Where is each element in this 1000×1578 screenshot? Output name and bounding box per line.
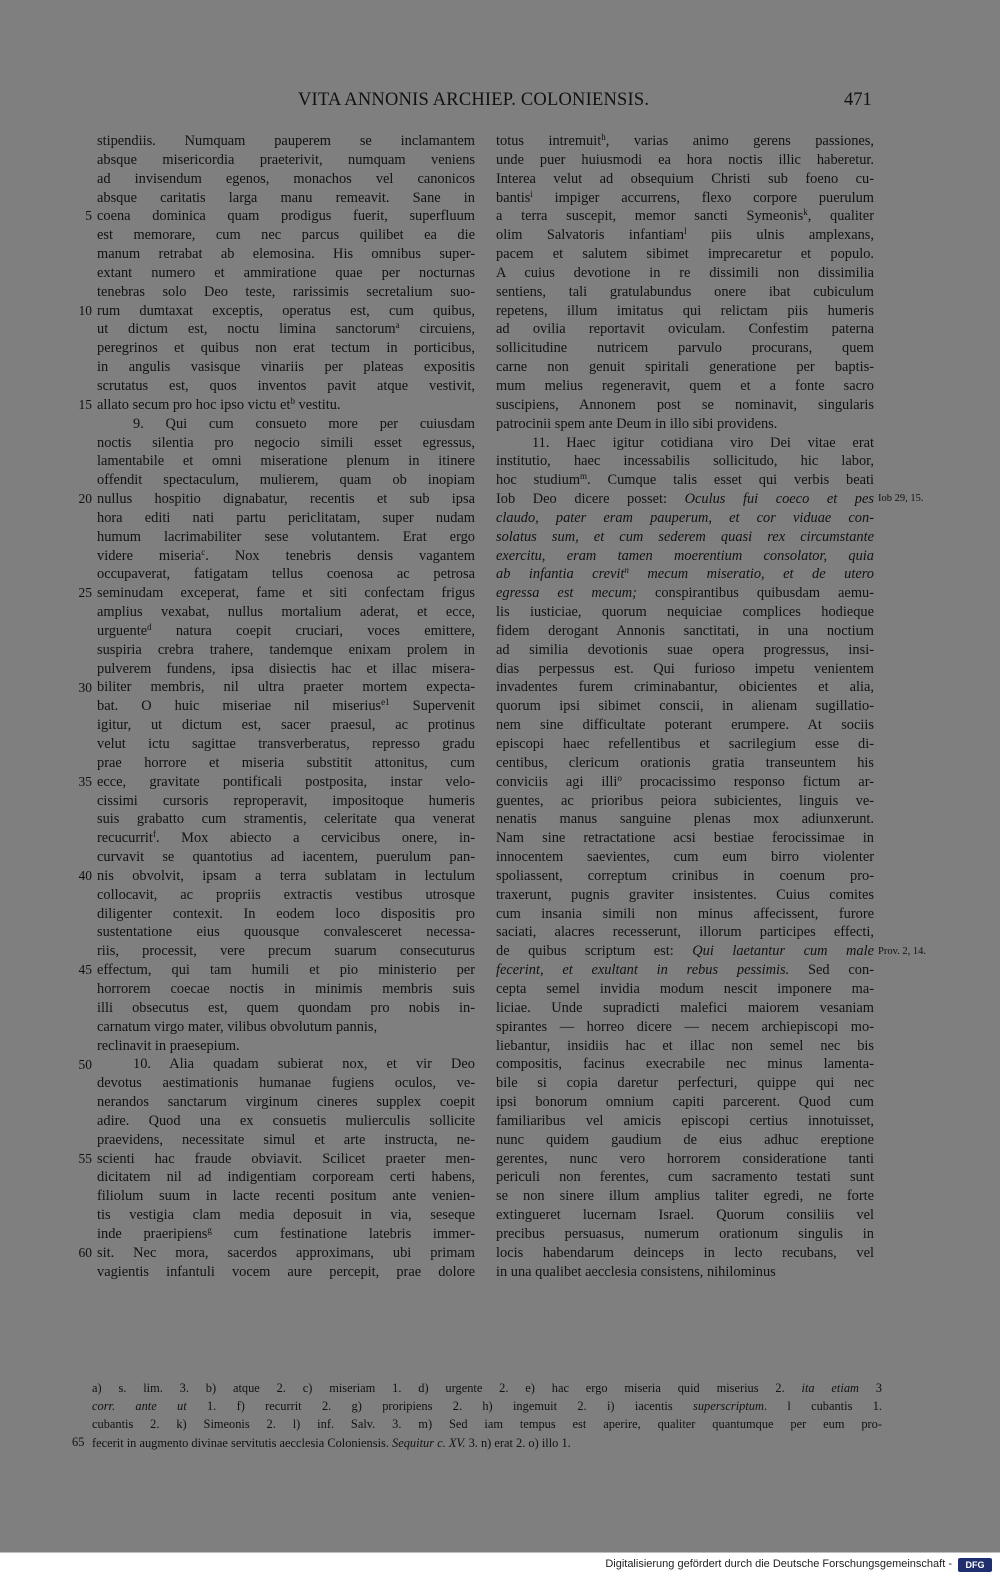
line-number: 60	[78, 1245, 92, 1261]
text-line: occupaverat, fatigatam tellus coenosa ac petrosa	[97, 566, 475, 583]
text-line: ipsi bonorum omnium capiti parcerent. Quod cum	[496, 1094, 874, 1111]
text-line: ad similia devotionis suae opera progressus, insi-	[496, 641, 874, 658]
text-line	[496, 547, 874, 566]
italic-text: solatus sum, et cum sederem quasi rex circumstante	[496, 528, 874, 545]
text-line: cepta semel invidia modum nescit imponere ma-	[496, 980, 874, 997]
text-line: bat. O huic miseriae nil miserius$^{e1}$ Supervenit	[97, 697, 475, 715]
text-line: innocentem saevientes, cum eum birro violenter	[496, 849, 874, 866]
line-number: 50	[78, 1056, 92, 1072]
text-line: cum insania simili non minus affecissent, furore	[496, 905, 874, 922]
line-number: 10	[78, 302, 92, 318]
line-number: 45	[78, 962, 92, 978]
text-line: noctis silentia pro negocio simili esset egressus,	[97, 434, 475, 451]
text-line: extingueret lucernam Israel. Quorum consiliis vel	[496, 1207, 874, 1224]
text-line: periculi non ferentes, cum sacramento testati sunt	[496, 1169, 874, 1186]
text-line: liebantur, insidiis hac et illac non semel nec bis	[496, 1037, 874, 1054]
footnote-marker: i	[530, 188, 533, 199]
italic-text: Qui laetantur cum male	[692, 943, 874, 960]
text-line: nullus hospitio dignabatur, recentis et sub ipsa	[97, 491, 475, 508]
text-line	[496, 565, 874, 584]
text-line: pulverem fundens, ipsa disiectis hac et illac misera-	[97, 660, 475, 677]
line-number: 20	[78, 491, 92, 507]
page-header	[0, 90, 1000, 114]
text-line: coena dominica quam prodigus fuerit, superfluum	[97, 208, 475, 225]
line-number: 15	[78, 396, 92, 412]
text-line: offendit spectaculum, mulierem, quam ob inopiam	[97, 472, 475, 489]
text-line: totus intremuit$^h$, varias animo gerens passiones,	[496, 132, 874, 149]
text-line: sollicitudine nutricem parvulo procurans, quem	[496, 340, 874, 357]
text-line: diligenter contexit. In eodem loco dispositis pro	[97, 905, 475, 922]
text-line: episcopi haec refellentibus et sacrilegium esse di-	[496, 736, 874, 752]
text-line: A cuius devotione in re dissimili non dissimilia	[496, 264, 874, 281]
text-line: spirantes — horreo dicere — necem archiepiscopi mo-	[496, 1018, 874, 1035]
text-line: stipendiis. Numquam pauperem se inclamantem	[97, 133, 475, 149]
text-line: quorum ipsi sibimet conscii, in alienam sugillatio-	[496, 698, 874, 715]
text-line: effectum, qui tam humili et pio ministerio per	[97, 962, 475, 979]
text-line: suis grabatto cum stramentis, celeritate qua venerat	[97, 811, 475, 828]
text-line: sustentatione eius quousque convalesceret necessa-	[97, 924, 475, 941]
text-line: institutio, haec incessabilis sollicitudo, hic labor,	[496, 453, 874, 470]
text-line: ad invisendum egenos, monachos vel canonicos	[97, 170, 475, 187]
footnote-marker: a	[395, 320, 400, 331]
text-line: pacem et salutem sibimet imprecaretur et populo.	[496, 246, 874, 263]
text-line: allato secum pro hoc ipso victu $et^b$ vestitu.	[97, 395, 341, 413]
text-line: se non sinere illum amplius taliter egredi, ne forte	[496, 1188, 874, 1205]
text-line: Iob Deo dicere posset: Oculus fui coeco et pes	[496, 491, 874, 508]
text-line: amplius vexabat, nullus mortalium aderat, et ecce,	[97, 604, 475, 621]
italic-text: Sequitur c. XV.	[392, 1435, 466, 1450]
text-line: biliter membris, nil ultra praeter mortem expecta-	[97, 679, 475, 696]
text-line: carne non genuit spiritali generatione per baptis-	[496, 359, 874, 376]
text-line: a terra suscepit, memor sancti Symeonis$^k$, qualiter	[496, 207, 874, 225]
footnote-line: a) s. lim. 3. b) atque 2. c) miseriam 1. d) urgente 2. e) hac ergo miseria quid miserius 2. ita etiam 3	[92, 1381, 882, 1395]
footnote-marker: d	[147, 621, 152, 632]
text-line: bile si copia daretur perfecturi, quippe qui nec	[496, 1075, 874, 1092]
footnote-marker: h	[601, 132, 606, 142]
text-line: nis obvolvit, ipsam a terra sublatam in lectulum	[97, 867, 475, 884]
text-line: urguente$^d$ natura coepit cruciari, voces emittere,	[97, 621, 475, 639]
right-column	[496, 132, 874, 1372]
text-line: ecce, gravitate pontificali postposita, instar velo-	[97, 773, 475, 790]
text-line: ad ovilia reportavit oviculam. Confestim paterna	[496, 321, 874, 338]
text-line: patrocinii spem ante Deum in illo sibi providens.	[496, 415, 778, 432]
text-line: lis iusticiae, quorum nequiciae complices hodieque	[496, 604, 874, 621]
text-line: guentes, ac prioribus peiora subicientes, linguis ve-	[496, 792, 874, 809]
text-line: centibus, clericum orationis gratia transeuntem his	[496, 754, 874, 771]
text-line	[496, 509, 874, 528]
text-line: sentiens, tali gratulabundus onere ibat cubiculum	[496, 283, 874, 300]
text-line: suscipiens, Annonem post se nominavit, singularis	[496, 396, 874, 413]
line-number: 35	[78, 773, 92, 789]
text-line: extant numero et ammiratione quae per nocturnas	[97, 264, 475, 281]
text-line: adire. Quod una ex consuetis mulierculis sollicite	[97, 1112, 475, 1129]
text-line: invadentes furem criminabantur, obicientes et alia,	[496, 679, 874, 696]
text-line: vagientis infantuli vocem aure percepit, prae dolore	[97, 1263, 475, 1280]
text-line: unde puer huiusmodi ea hora noctis illic haberetur.	[496, 151, 874, 168]
italic-text: ita etiam	[801, 1381, 859, 1395]
text-line: velut ictu sagittae transverberatus, represso gradu	[97, 736, 475, 752]
text-line: cissimi cursoris reproperavit, impositoque humeris	[97, 792, 475, 809]
text-line: inde praeripiens$^g$ cum festinatione latebris immer-	[97, 1224, 475, 1242]
text-line: 9. Qui cum consueto more per cuiusdam	[133, 415, 475, 432]
text-line: olim Salvatoris infantiam$^l$ piis ulnis amplexans,	[496, 226, 874, 244]
text-line: rum dumtaxat exceptis, operatus est, cum quibus,	[97, 302, 475, 319]
footnote-marker: n	[624, 565, 629, 576]
text-line: compositis, facinus execrabile nec minus lamenta-	[496, 1056, 874, 1073]
text-line: est memorare, cum nec parcus quilibet ea die	[97, 227, 475, 244]
text-line: carnatum virgo mater, vilibus obvolutum pannis,	[97, 1018, 378, 1035]
text-line: riis, processit, vere precum suarum consecuturus	[97, 943, 475, 960]
footnote-marker: k	[803, 207, 808, 218]
italic-text: ab infantia crevit$^n$ mecum miseratio, et de utero	[496, 565, 874, 583]
footer-bar	[0, 1552, 1000, 1578]
line-number: 5	[85, 208, 92, 224]
text-line: nenatis manus sanguine plenas mox adiunxerunt.	[496, 811, 874, 828]
text-line: suspiria crebra trahere, tandemque enixam prolem in	[97, 641, 475, 658]
text-line: seminudam exceperat, fame et siti confectam frigus	[97, 585, 475, 602]
text-line: gerentes, nunc vero horrorem consideratione tanti	[496, 1150, 874, 1167]
text-line: precibus persuasus, numerum orationum singulis in	[496, 1225, 874, 1242]
text-line: Interea velut ad obsequium Christi sub foeno cu-	[496, 170, 874, 187]
footnote-marker: e1	[381, 697, 390, 708]
footnote-marker: f	[152, 829, 156, 840]
left-column	[97, 132, 475, 1372]
italic-text: egressa est mecum;	[496, 585, 637, 602]
italic-text: fecerint, et exultant in rebus pessimis.	[496, 962, 790, 979]
footnote-line: corr. ante ut 1. f) recurrit 2. g) proripiens 2. h) ingemuit 2. i) iacentis superscriptum. l cubantis 1.	[92, 1399, 882, 1414]
text-line: reclinavit in praesepium.	[97, 1037, 240, 1054]
text-line: tenebras solo Deo teste, rarissimis secretalium suo-	[97, 283, 475, 300]
text-line: peregrinos et quibus non erat tectum in porticibus,	[97, 340, 475, 357]
footnote-marker: b	[290, 395, 295, 406]
funding-notice: Digitalisierung gefördert durch die Deutsche Forschungsgemeinschaft -	[605, 1558, 952, 1570]
text-line: repetens, illum imitatus qui relictam piis humeris	[496, 302, 874, 319]
text-line: igitur, ut dictum est, sacer praesul, ac protinus	[97, 717, 475, 734]
text-line: hoc studium$^m$. Cumque talis esset qui verbis beati	[496, 471, 874, 489]
line-number: 55	[78, 1150, 92, 1166]
text-line: hora editi nati partu periclitatam, super nudam	[97, 509, 475, 526]
footnote-marker: c	[201, 546, 206, 557]
italic-text: corr. ante ut	[92, 1399, 187, 1414]
text-line: dias perpessus est. Qui furioso impetu venientem	[496, 660, 874, 677]
text-line: nerandos sanctarum virginum cineres supplex coepit	[97, 1094, 475, 1111]
text-line: saciati, alacres recesserunt, illorum participes effecti,	[496, 924, 874, 941]
text-line: conviciis agi illi$^o$ procacissimo responso fictum ar-	[496, 772, 874, 790]
text-line: traxerunt, pugnis graviter insistentes. Cuius comites	[496, 886, 874, 903]
page-number: 471	[844, 90, 872, 110]
text-line: scrutatus est, quos inventos pavit atque vestivit,	[97, 377, 475, 394]
line-number: 40	[78, 868, 92, 884]
scripture-reference: Iob 29, 15.	[878, 493, 924, 505]
text-line: fidem derogant Annonis sanctitati, in una noctium	[496, 622, 874, 639]
text-line: illi obsecutus est, quem quondam pro nobis in-	[97, 999, 475, 1016]
text-line: de quibus scriptum est: Qui laetantur cum male	[496, 943, 874, 960]
text-line: prae horrore et miseria substitit attonitus, cum	[97, 754, 475, 771]
line-number: 25	[78, 585, 92, 601]
footnote-marker: o	[617, 772, 622, 783]
text-line: praevidens, necessitate simul et arte instructa, ne-	[97, 1131, 475, 1148]
text-line: fecerint, et exultant in rebus pessimis. Sed con-	[496, 962, 874, 979]
text-line: locis habendarum deinceps in lecto recubans, vel	[496, 1244, 874, 1261]
text-line: tis vestigia clam media deposuit in via, seseque	[97, 1207, 475, 1224]
footnote-marker: m	[580, 471, 588, 482]
text-line: 11. Haec igitur cotidiana viro Dei vitae erat	[532, 434, 874, 451]
text-line: nunc quidem gaudium de eius adhuc ereptione	[496, 1131, 874, 1148]
italic-text: claudo, pater eram pauperum, et cor viduae con-	[496, 509, 874, 526]
text-line: horrorem coecae noctis in minimis membris suis	[97, 980, 475, 997]
text-line: spoliassent, correptum crinibus in coenum pro-	[496, 867, 874, 884]
text-line: humum lacrimabiliter sese volutantem. Erat ergo	[97, 528, 475, 545]
text-line: 10. Alia quadam subierat nox, et vir Deo	[133, 1056, 475, 1073]
text-line: egressa est mecum; conspirantibus quibusdam aemu-	[496, 585, 874, 602]
italic-text: exercitu, eram tamen moerentium consolator, quia	[496, 547, 874, 564]
text-line: liciae. Unde supradicti malefici maiorem vesaniam	[496, 999, 874, 1016]
footnote-marker: l	[684, 226, 687, 237]
text-line: absque misericordia praeterivit, numquam veniens	[97, 151, 475, 168]
text-line: Nam sine retractatione acsi bestiae ferocissimae in	[496, 830, 874, 847]
text-line: scienti hac fraude obviavit. Scilicet praeter men-	[97, 1150, 475, 1167]
text-line: bantis$^i$ impiger accurrens, flexo corpore puerulum	[496, 188, 874, 206]
footnote-line: cubantis 2. k) Simeonis 2. l) inf. Salv. 3. m) Sed iam tempus est aperire, qualiter quantumque per eum pro-	[92, 1417, 882, 1432]
text-line	[496, 528, 874, 547]
text-line: in una qualibet aecclesia consistens, nihilominus	[496, 1263, 776, 1280]
text-line: mum melius regeneravit, quem et a fonte sacro	[496, 377, 874, 394]
text-line: nem sine difficultate poterant erumpere. At sociis	[496, 717, 874, 734]
text-line: filiolum suum in lacte recenti positum ante venien-	[97, 1188, 475, 1205]
footnote-line: fecerit in augmento divinae servitutis aecclesia Coloniensis. Sequitur c. XV. 3. n) erat 2. o) illo 1.	[92, 1435, 571, 1450]
text-line: familiaribus vel amicis episcopi certius innotuisset,	[496, 1112, 874, 1129]
scripture-reference: Prov. 2, 14.	[878, 945, 927, 957]
text-line: ut dictum est, noctu limina sanctorum$^a$ circuiens,	[97, 320, 475, 338]
italic-text: Oculus fui coeco et pes	[684, 491, 874, 508]
text-line: collocavit, ac propriis extractis vestibus utrosque	[97, 886, 475, 903]
text-line: devotus aestimationis humanae fugiens oculos, ve-	[97, 1075, 475, 1092]
footnote-line-number: 65	[72, 1435, 85, 1449]
dfg-logo: DFG	[958, 1558, 992, 1572]
text-line: dicitatem nil ad indigentiam corpoream certi habens,	[97, 1169, 475, 1186]
line-number: 30	[78, 679, 92, 695]
text-line: manum retrabat ab elemosina. His omnibus super-	[97, 246, 475, 263]
text-line: videre miseria$^c$. Nox tenebris densis vagantem	[97, 546, 475, 564]
text-line: in angulis vasisque vinariis per plateas expositis	[97, 359, 475, 376]
footnote-marker: g	[207, 1224, 212, 1235]
text-line: curvavit se quantotius ad iacentem, puerulum pan-	[97, 849, 475, 866]
text-line: recucurrit$^f$. Mox abiecto a cervicibus onere, in-	[97, 829, 475, 847]
text-line: absque caritatis larga manu remeavit. Sane in	[97, 189, 475, 206]
italic-text: superscriptum	[693, 1399, 764, 1414]
running-title: VITA ANNONIS ARCHIEP. COLONIENSIS.	[298, 90, 650, 110]
text-line: lamentabile et omni miseratione plenum in itinere	[97, 453, 475, 470]
footnotes	[92, 1379, 882, 1452]
text-line: sit. Nec mora, sacerdos approximans, ubi primam	[97, 1244, 475, 1261]
